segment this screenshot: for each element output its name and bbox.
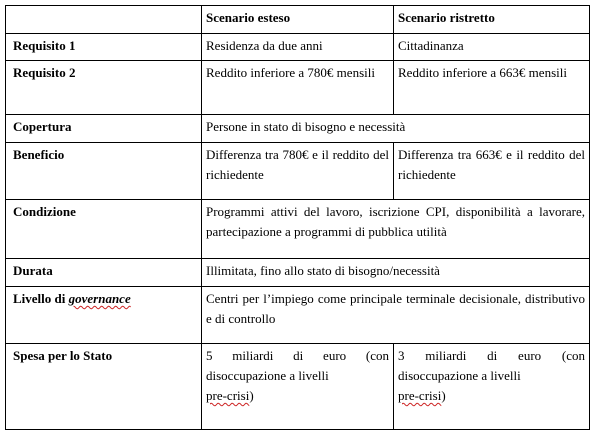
row-beneficio — [6, 142, 590, 199]
row-label: Spesa per lo Stato — [6, 343, 202, 429]
cell-esteso: Differenza tra 780€ e il reddito del richiedente — [202, 142, 394, 199]
comparison-table — [5, 5, 590, 430]
cell-esteso: Reddito inferiore a 780€ mensili — [202, 60, 394, 114]
row-spesa — [6, 343, 590, 429]
header-scenario-ristretto: Scenario ristretto — [394, 6, 590, 34]
row-label-prefix: Livello di — [13, 290, 69, 306]
header-scenario-esteso: Scenario esteso — [202, 6, 394, 34]
spesa-esteso-wavy: pre-crisi — [206, 387, 250, 403]
spesa-ristretto-end: ) — [441, 387, 446, 403]
header-empty-cell — [6, 6, 202, 34]
cell-merged: Centri per l’impiego come principale terminale decisionale, distributivo e di controllo — [202, 286, 590, 343]
header-row — [6, 6, 590, 34]
row-copertura — [6, 114, 590, 142]
cell-ristretto: Reddito inferiore a 663€ mensili — [394, 60, 590, 114]
cell-merged: Persone in stato di bisogno e necessità — [202, 114, 590, 142]
row-label: Beneficio — [6, 142, 202, 199]
row-label: Requisito 1 — [6, 33, 202, 60]
cell-ristretto — [394, 343, 590, 429]
row-durata — [6, 258, 590, 286]
row-requisito-1 — [6, 33, 590, 60]
row-label: Durata — [6, 258, 202, 286]
spesa-ristretto-wavy: pre-crisi — [398, 387, 442, 403]
row-condizione — [6, 199, 590, 258]
row-requisito-2 — [6, 60, 590, 114]
row-label: Condizione — [6, 199, 202, 258]
row-label: Requisito 2 — [6, 60, 202, 114]
cell-merged: Programmi attivi del lavoro, iscrizione CPI, disponibilità a lavorare, partecipazione a programmi di pubblica utilità — [202, 199, 590, 258]
row-label-italic: governance — [68, 290, 131, 306]
row-governance — [6, 286, 590, 343]
spesa-esteso-text: 5 miliardi di euro (con disoccupazione a livelli — [206, 347, 389, 383]
cell-ristretto: Cittadinanza — [394, 33, 590, 60]
spesa-esteso-end: ) — [249, 387, 254, 403]
cell-esteso — [202, 343, 394, 429]
cell-merged: Illimitata, fino allo stato di bisogno/necessità — [202, 258, 590, 286]
row-label — [6, 286, 202, 343]
row-label: Copertura — [6, 114, 202, 142]
cell-esteso: Residenza da due anni — [202, 33, 394, 60]
cell-ristretto: Differenza tra 663€ e il reddito del richiedente — [394, 142, 590, 199]
spesa-ristretto-text: 3 miliardi di euro (con disoccupazione a livelli — [398, 347, 585, 383]
